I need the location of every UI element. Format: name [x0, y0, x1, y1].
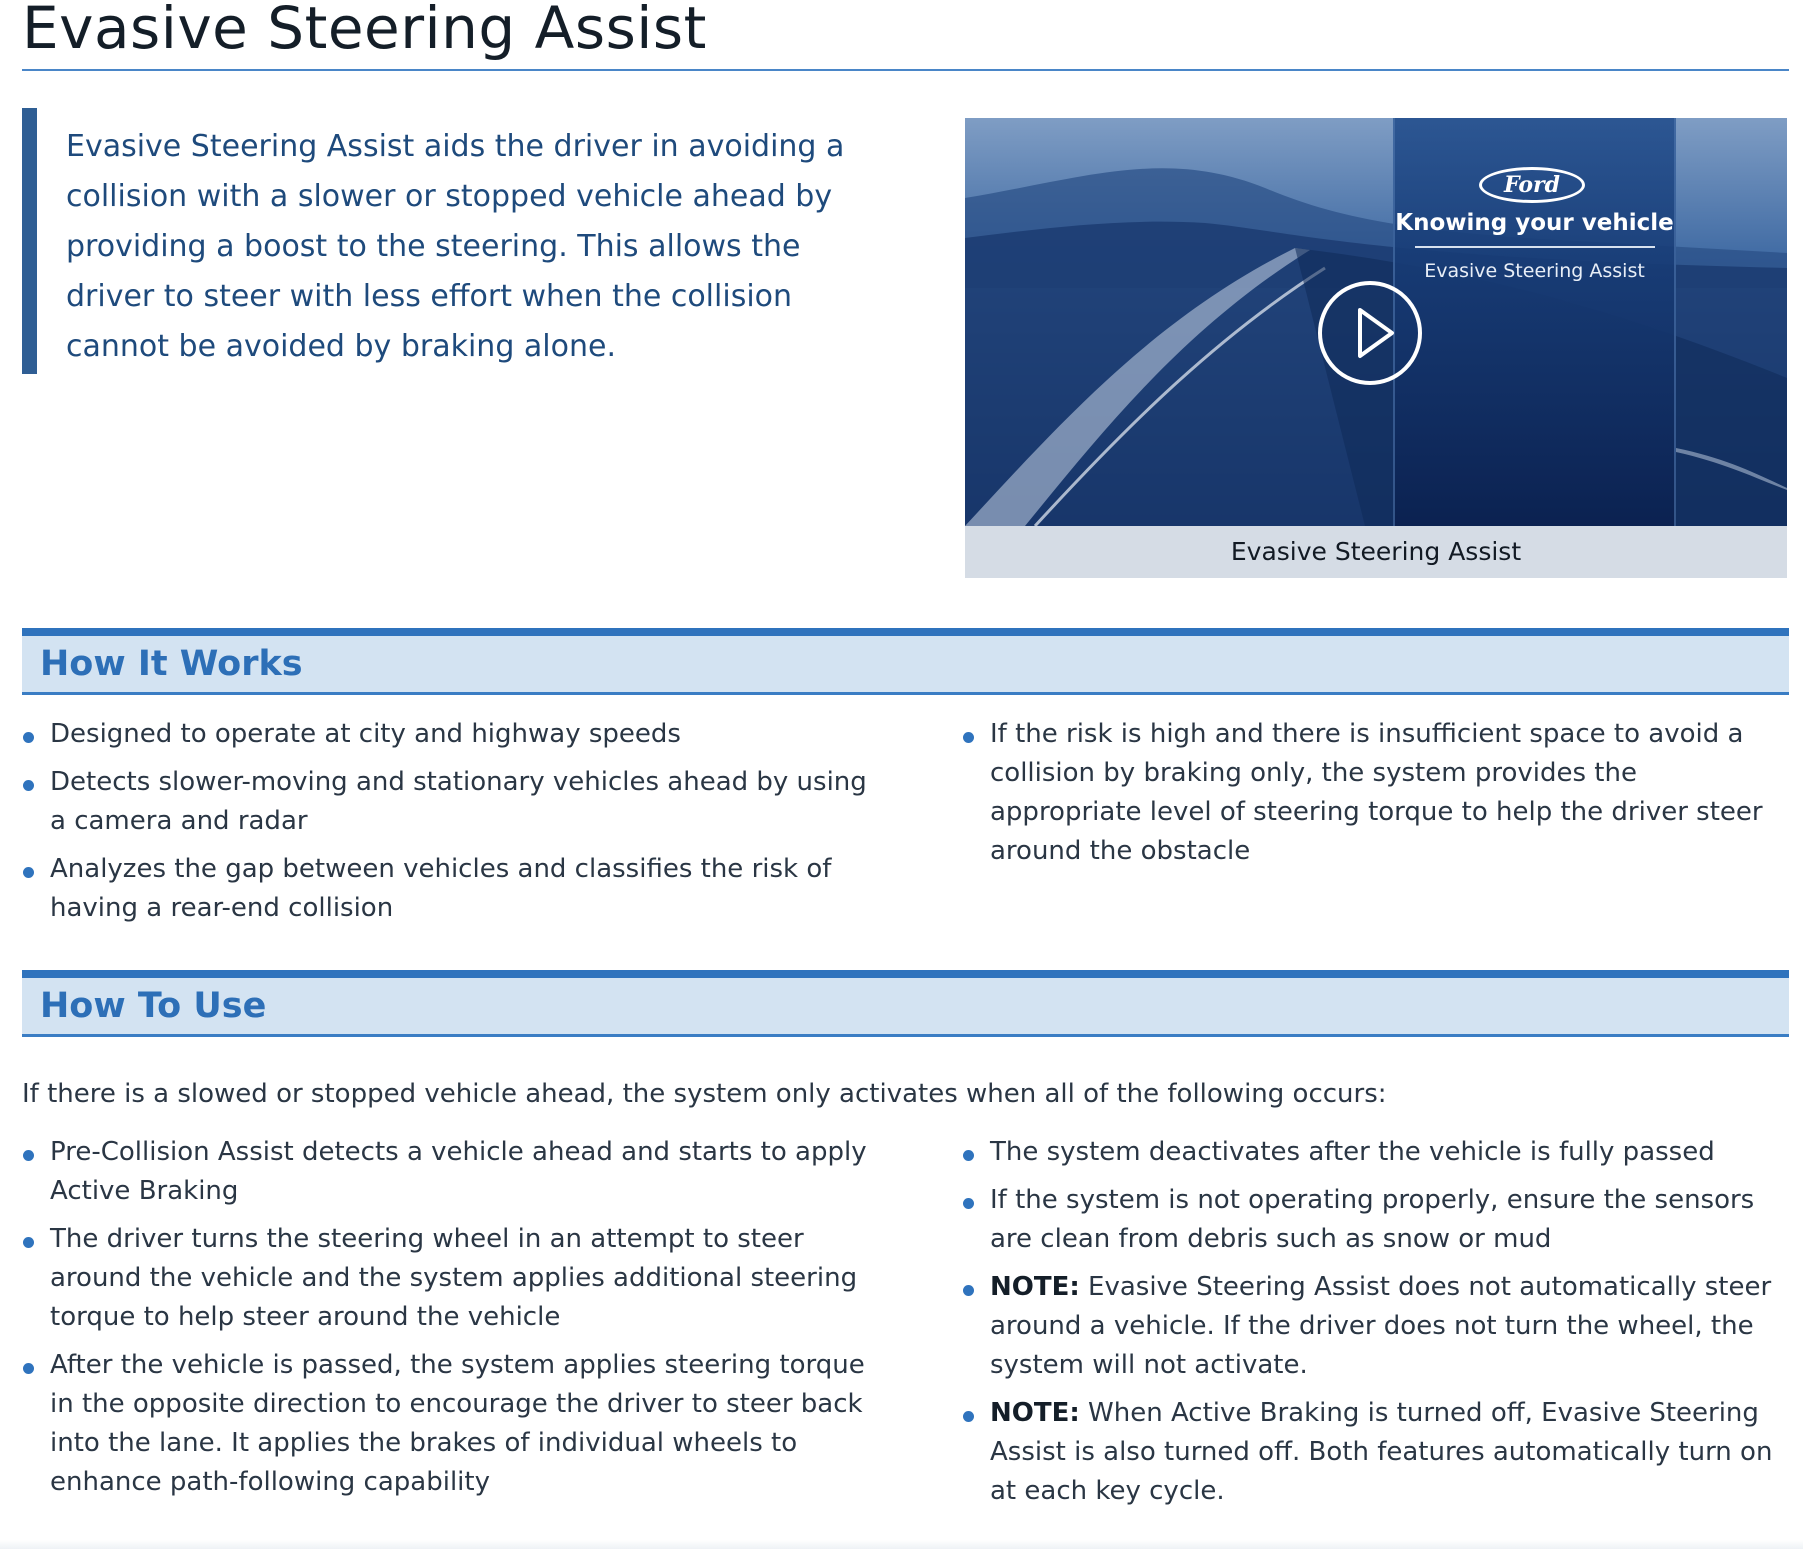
video-title-divider [1415, 246, 1655, 248]
list-item: Detects slower-moving and stationary vehicles ahead by using a camera and radar [22, 763, 867, 841]
bullet-icon [23, 780, 34, 791]
bullet-icon [23, 1150, 34, 1161]
bullet-icon [963, 1150, 974, 1161]
how-to-use-intro: If there is a slowed or stopped vehicle ahead, the system only activates when all of the following occurs: [22, 1079, 1387, 1109]
list-item: The system deactivates after the vehicle is fully passed [962, 1133, 1796, 1172]
note-text: Evasive Steering Assist does not automatically steer around a vehicle. If the driver does not turn the wheel, the system will not activate. [990, 1272, 1772, 1380]
play-icon[interactable] [1322, 285, 1418, 381]
video-player[interactable] [965, 118, 1787, 578]
bullet-icon [23, 1363, 34, 1374]
bullet-icon [963, 1285, 974, 1296]
how-it-works-list-right [962, 715, 1789, 880]
bullet-icon [963, 1198, 974, 1209]
bullet-icon [23, 732, 34, 743]
how-to-use-list-left [22, 1133, 867, 1511]
note-label: NOTE: [990, 1398, 1080, 1428]
play-button[interactable] [1318, 281, 1422, 385]
list-item: The driver turns the steering wheel in an attempt to steer around the vehicle and the system applies additional steering torque to help steer around the vehicle [22, 1220, 867, 1337]
title-divider [22, 69, 1789, 71]
note-item [962, 1394, 1796, 1511]
bullet-icon [963, 1411, 974, 1422]
section-title: How It Works [40, 644, 303, 684]
note-text: When Active Braking is turned off, Evasive Steering Assist is also turned off. Both features automatically turn on at each key cycle. [990, 1398, 1773, 1506]
list-item: Analyzes the gap between vehicles and classifies the risk of having a rear-end collision [22, 850, 867, 928]
video-feature-title: Evasive Steering Assist [1424, 260, 1645, 282]
bullet-icon [23, 1237, 34, 1248]
how-it-works-list-left [22, 715, 867, 937]
bullet-icon [23, 867, 34, 878]
list-item: Pre-Collision Assist detects a vehicle ahead and starts to apply Active Braking [22, 1133, 867, 1211]
list-item: After the vehicle is passed, the system applies steering torque in the opposite direction to encourage the driver to steer back into the lane. It applies the brakes of individual wheels to enhance path-following capability [22, 1346, 867, 1502]
video-series-title: Knowing your vehicle [1395, 210, 1674, 236]
section-header-how-it-works [22, 628, 1789, 695]
page-bottom-edge [0, 1540, 1803, 1549]
intro-text: Evasive Steering Assist aids the driver in avoiding a collision with a slower or stopped vehicle ahead by providing a boost to the steering. This allows the driver to steer with less effort when the collision cannot be avoided by braking alone. [66, 129, 845, 364]
list-item: If the risk is high and there is insufficient space to avoid a collision by braking only, the system provides the appropriate level of steering torque to help the driver steer around the obstacle [962, 715, 1789, 871]
intro-accent-bar [22, 108, 37, 374]
bullet-icon [963, 732, 974, 743]
ford-logo: Ford [1479, 167, 1585, 203]
list-item: If the system is not operating properly, ensure the sensors are clean from debris such as snow or mud [962, 1181, 1796, 1259]
video-title-card [1393, 118, 1676, 526]
section-title: How To Use [40, 986, 267, 1026]
note-item [962, 1268, 1796, 1385]
how-to-use-list-right [962, 1133, 1796, 1520]
section-header-how-to-use [22, 970, 1789, 1037]
video-thumbnail[interactable] [965, 118, 1787, 526]
list-item: Designed to operate at city and highway speeds [22, 715, 867, 754]
video-caption: Evasive Steering Assist [965, 526, 1787, 578]
note-label: NOTE: [990, 1272, 1080, 1302]
page-title: Evasive Steering Assist [22, 0, 707, 62]
